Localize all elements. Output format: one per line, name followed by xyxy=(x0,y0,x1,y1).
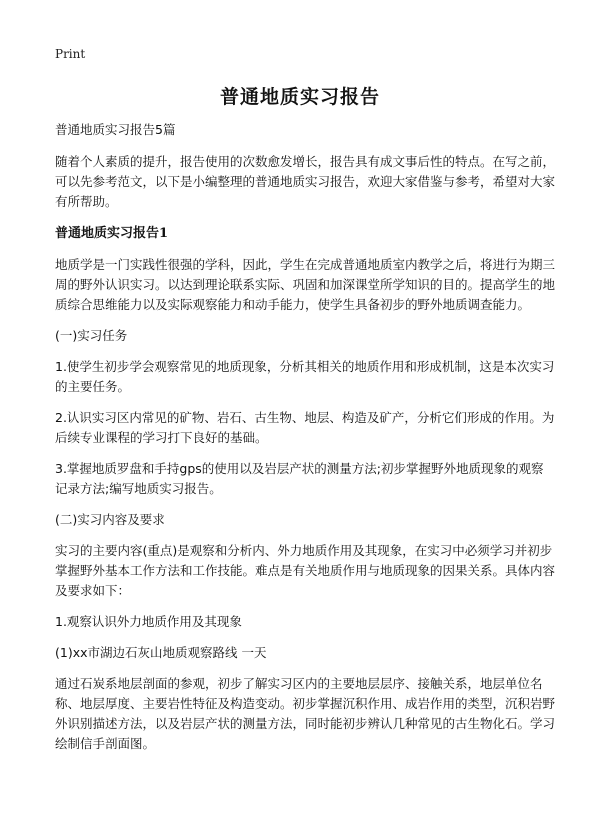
print-label[interactable]: Print xyxy=(55,47,86,61)
task-item: 3.掌握地质罗盘和手持gps的使用以及岩层产状的测量方法;初步掌握野外地质现象的观察记录方法;编写地质实习报告。 xyxy=(55,461,544,496)
document-subtitle: 普通地质实习报告5篇 xyxy=(55,122,176,137)
section-heading: 普通地质实习报告1 xyxy=(55,226,169,241)
task-item: 2.认识实习区内常见的矿物、岩石、古生物、地层、构造及矿产，分析它们形成的作用。为后续专业课程的学习打下良好的基础。 xyxy=(55,410,555,445)
intro-paragraph: 随着个人素质的提升，报告使用的次数愈发增长，报告具有成文事后性的特点。在写之前，可以先参考范文，以下是小编整理的普通地质实习报告，欢迎大家借鉴与参考，希望对大家有所帮助。 xyxy=(55,154,556,209)
task-heading: (一)实习任务 xyxy=(55,328,128,343)
route-heading: (1)xx市湖边石灰山地质观察路线 一天 xyxy=(55,645,267,660)
page-title: 普通地质实习报告 xyxy=(219,86,380,108)
task-item: 1.使学生初步学会观察常见的地质现象，分析其相关的地质作用和形成机制，这是本次实习的主要任务。 xyxy=(55,359,555,394)
route-description: 通过石炭系地层剖面的参观，初步了解实习区内的主要地层层序、接触关系，地层单位名称、地层厚度、主要岩性特征及构造变动。初步掌握沉积作用、成岩作用的类型，沉积岩野外识别描述方法，以及岩层产状的测量方法，同时能初步辨认几种常见的古生物化石。学习绘制信手剖面图。 xyxy=(55,676,556,751)
document-body xyxy=(55,120,555,765)
content-heading: (二)实习内容及要求 xyxy=(55,512,165,527)
section-intro-paragraph: 地质学是一门实践性很强的学科，因此，学生在完成普通地质室内教学之后，将进行为期三周的野外认识实习。以达到理论联系实际、巩固和加深课堂所学知识的目的。提高学生的地质综合思维能力以及实际观察能力和动手能力，使学生具备初步的野外地质调查能力。 xyxy=(55,257,556,312)
content-intro-paragraph: 实习的主要内容(重点)是观察和分析内、外力地质作用及其现象，在实习中必须学习并初步掌握野外基本工作方法和工作技能。难点是有关地质作用与地质现象的因果关系。具体内容及要求如下： xyxy=(55,543,556,598)
item-heading: 1.观察认识外力地质作用及其现象 xyxy=(55,614,242,629)
